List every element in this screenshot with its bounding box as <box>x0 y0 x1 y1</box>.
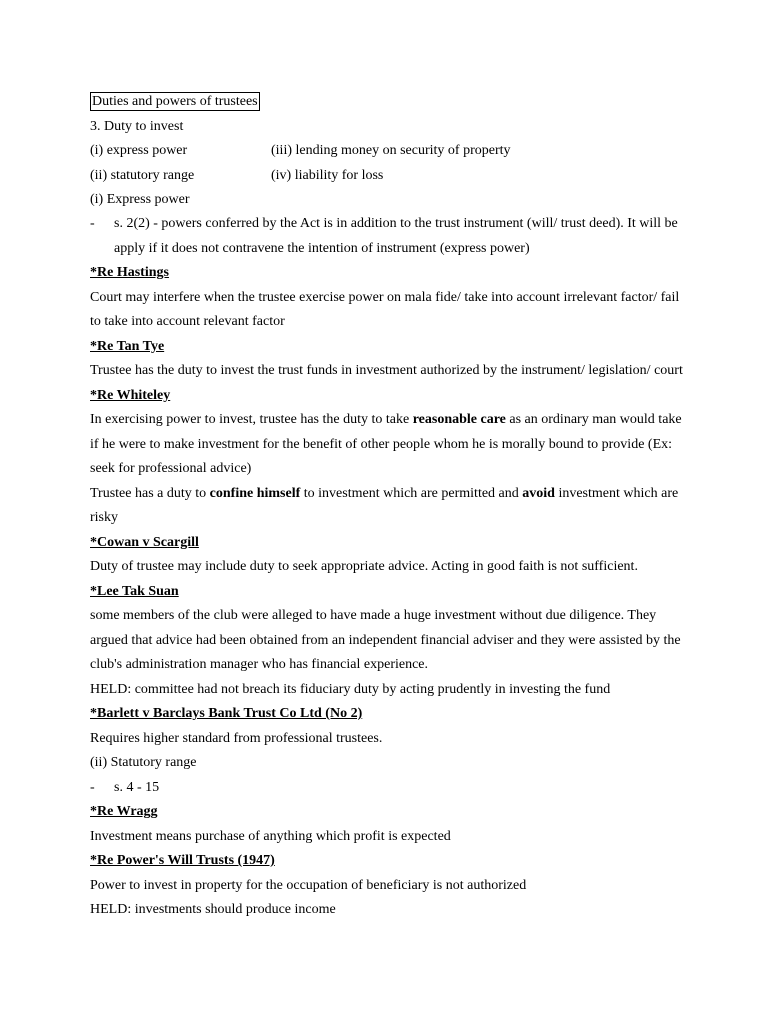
outline-item-2: (ii) statutory range <box>90 168 195 183</box>
section-express-power: (i) Express power <box>90 192 190 207</box>
case-re-powers-will-trusts: *Re Power's Will Trusts (1947) <box>90 853 275 868</box>
paragraph-line: argued that advice had been obtained from an independent financial adviser and they were assisted by the <box>90 633 681 648</box>
bullet-dash: - <box>90 780 95 795</box>
heading-duty-to-invest: 3. Duty to invest <box>90 119 184 134</box>
bold-text: avoid <box>522 486 555 501</box>
text-run: as an ordinary man would take <box>505 412 682 427</box>
bullet-text: s. 4 - 15 <box>114 780 160 795</box>
bullet-dash: - <box>90 216 95 231</box>
case-re-hastings: *Re Hastings <box>90 265 169 280</box>
bullet-text: s. 2(2) - powers conferred by the Act is in addition to the trust instrument (will/ trust deed). It will be <box>114 216 678 231</box>
case-barlett-v-barclays: *Barlett v Barclays Bank Trust Co Ltd (No 2) <box>90 706 363 721</box>
section-statutory-range: (ii) Statutory range <box>90 755 197 770</box>
case-re-wragg: *Re Wragg <box>90 804 158 819</box>
paragraph-line: seek for professional advice) <box>90 461 252 476</box>
paragraph-line: club's administration manager who has financial experience. <box>90 657 429 672</box>
outline-row-2 <box>90 166 680 186</box>
paragraph-line: Requires higher standard from professional trustees. <box>90 731 383 746</box>
held-line: HELD: investments should produce income <box>90 902 336 917</box>
case-cowan-v-scargill: *Cowan v Scargill <box>90 535 199 550</box>
text-run: investment which are <box>554 486 679 501</box>
paragraph-line <box>90 484 680 504</box>
case-re-tan-tye: *Re Tan Tye <box>90 339 165 354</box>
paragraph-line: Trustee has the duty to invest the trust funds in investment authorized by the instrument/ legislation/ court <box>90 363 683 378</box>
paragraph-line: Power to invest in property for the occupation of beneficiary is not authorized <box>90 878 527 893</box>
paragraph-line: to take into account relevant factor <box>90 314 285 329</box>
outline-row-1 <box>90 141 680 161</box>
case-lee-tak-suan: *Lee Tak Suan <box>90 584 179 599</box>
paragraph-line: Duty of trustee may include duty to seek appropriate advice. Acting in good faith is not sufficient. <box>90 559 638 574</box>
outline-item-4: (iv) liability for loss <box>271 168 384 183</box>
document-title: Duties and powers of trustees <box>92 94 258 109</box>
paragraph-line: risky <box>90 510 118 525</box>
outline-item-1: (i) express power <box>90 143 188 158</box>
paragraph-line: if he were to make investment for the benefit of other people whom he is morally bound to provide (Ex: <box>90 437 673 452</box>
held-line: HELD: committee had not breach its fiduciary duty by acting prudently in investing the fund <box>90 682 611 697</box>
bold-text: reasonable care <box>412 412 506 427</box>
paragraph-line: some members of the club were alleged to have made a huge investment without due diligence. They <box>90 608 657 623</box>
paragraph-line: Investment means purchase of anything which profit is expected <box>90 829 451 844</box>
text-run: to investment which are permitted and <box>300 486 523 501</box>
outline-item-3: (iii) lending money on security of property <box>271 143 511 158</box>
title-line <box>90 92 680 112</box>
paragraph-line <box>90 410 680 430</box>
bold-text: confine himself <box>209 486 301 501</box>
bullet-text: apply if it does not contravene the intention of instrument (express power) <box>114 241 530 256</box>
text-run: Trustee has a duty to <box>90 486 210 501</box>
text-run: In exercising power to invest, trustee has the duty to take <box>90 412 413 427</box>
case-re-whiteley: *Re Whiteley <box>90 388 171 403</box>
paragraph-line: Court may interfere when the trustee exercise power on mala fide/ take into account irrelevant factor/ fail <box>90 290 680 305</box>
